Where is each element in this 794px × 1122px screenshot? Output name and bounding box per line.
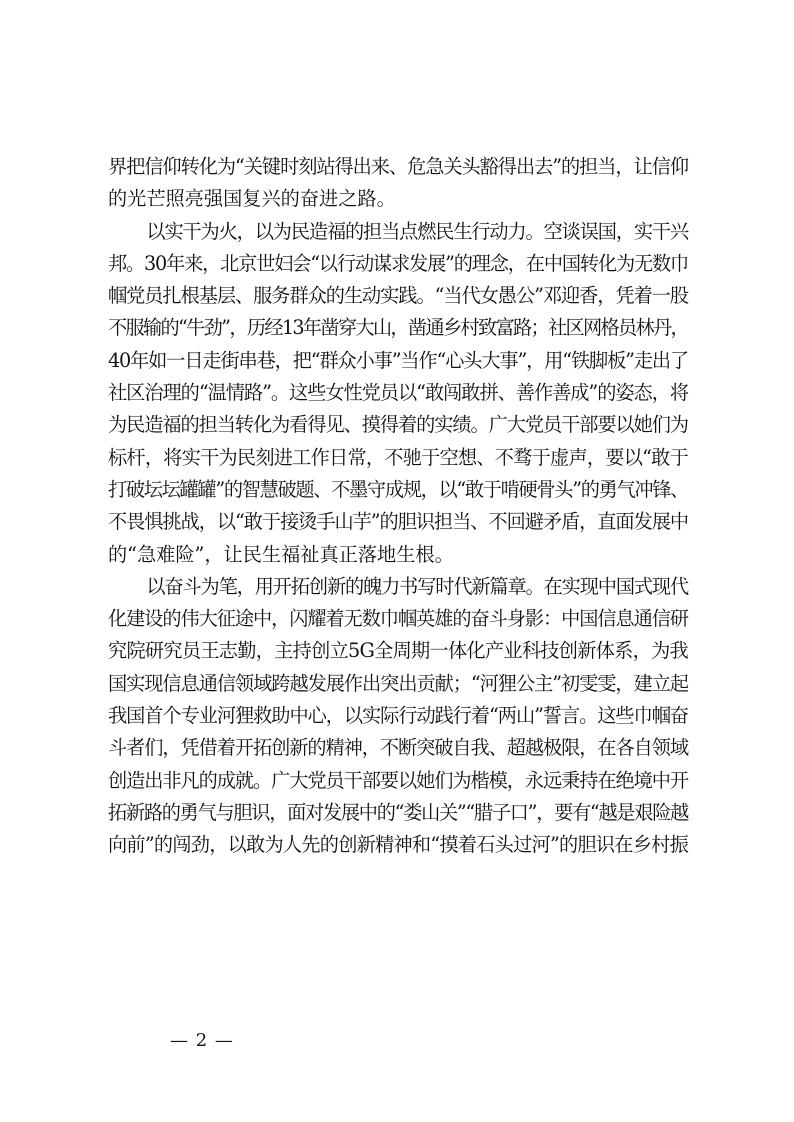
body-text <box>108 151 688 862</box>
paragraph-3 <box>108 571 688 862</box>
text-line: 拓新路的勇气与胆识，面对发展中的“娄山关”“腊子口”，要有“越是艰险越 <box>108 800 688 824</box>
text-line: 40年如一日走街串巷，把“群众小事”当作“心头大事”，用“铁脚板”走出了 <box>108 348 688 372</box>
text-line: 界把信仰转化为“关键时刻站得出来、危急关头豁得出去”的担当，让信仰 <box>108 155 688 178</box>
text-line: 我国首个专业河狸救助中心，以实际行动践行着“两山”誓言。这些巾帼奋 <box>108 704 688 728</box>
text-line: 邦。30年来，北京世妇会“以行动谋求发展”的理念，在中国转化为无数巾 <box>108 251 688 275</box>
text-line: 斗者们，凭借着开拓创新的精神，不断突破自我、超越极限，在各自领域 <box>108 736 688 760</box>
text-line: 不畏惧挑战，以“敢于接烫手山芋”的胆识担当、不回避矛盾，直面发展中 <box>108 510 688 534</box>
text-line: 标杆，将实干为民刻进工作日常，不驰于空想、不骛于虚声，要以“敢于 <box>108 445 688 469</box>
text-line: 的光芒照亮强国复兴的奋进之路。 <box>108 187 396 211</box>
text-line: 以实干为火，以为民造福的担当点燃民生行动力。空谈误国，实干兴 <box>146 219 688 243</box>
text-line: 向前”的闯劲，以敢为人先的创新精神和“摸着石头过河”的胆识在乡村振 <box>108 833 688 857</box>
text-line: 帼党员扎根基层、服务群众的生动实践。“当代女愚公”邓迎香，凭着一股 <box>108 284 688 308</box>
text-line: 为民造福的担当转化为看得见、摸得着的实绩。广大党员干部要以她们为 <box>108 413 688 437</box>
text-line: 以奋斗为笔，用开拓创新的魄力书写时代新篇章。在实现中国式现代 <box>146 574 688 598</box>
text-line: 社区治理的“温情路”。这些女性党员以“敢闯敢拼、善作善成”的姿态，将 <box>108 381 688 405</box>
page-number: — 2 — <box>170 1030 234 1051</box>
text-line: 化建设的伟大征途中，闪耀着无数巾帼英雄的奋斗身影：中国信息通信研 <box>108 607 688 631</box>
paragraph-2 <box>108 216 688 571</box>
paragraph-1 <box>108 151 688 216</box>
text-line: 创造出非凡的成就。广大党员干部要以她们为楷模，永远秉持在绝境中开 <box>108 768 688 792</box>
text-line: 打破坛坛罐罐”的智慧破题、不墨守成规，以“敢于啃硬骨头”的勇气冲锋、 <box>108 477 688 501</box>
text-line: 国实现信息通信领域跨越发展作出突出贡献；“河狸公主”初雯雯，建立起 <box>108 671 688 695</box>
text-line: 究院研究员王志勤，主持创立5G全周期一体化产业科技创新体系，为我 <box>108 639 688 663</box>
text-line: 不服输的“牛劲”，历经13年凿穿大山，凿通乡村致富路；社区网格员林丹， <box>108 316 688 340</box>
text-line: 的“急难险”，让民生福祉真正落地生根。 <box>108 542 454 566</box>
